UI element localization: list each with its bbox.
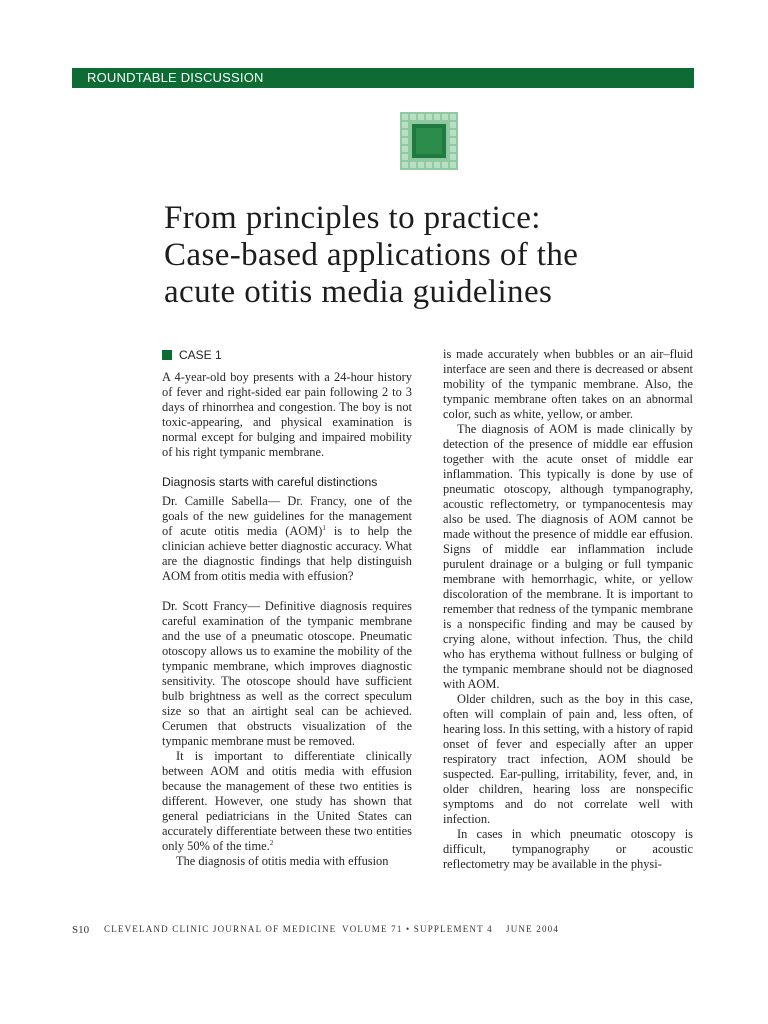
- title-line: acute otitis media guidelines: [164, 274, 553, 310]
- section-banner: [72, 68, 694, 88]
- paragraph: In cases in which pneumatic otoscopy is difficult, tympanography or acoustic reflectometry may be available in the physi-: [443, 827, 693, 871]
- citation: 1: [322, 523, 326, 532]
- title-line: Case-based applications of the: [164, 237, 579, 273]
- title-line: From principles to practice:: [164, 200, 541, 236]
- paragraph: [162, 749, 412, 854]
- green-square-icon: [162, 350, 172, 360]
- paragraph: Older children, such as the boy in this case, often will complain of pain and, less often, of hearing loss. In this setting, with a history of rapid onset of fever and especially after an upper respiratory tract infection, AOM should be suspected. Ear-pulling, irritability, fever, and, in older children, hearing loss are nonspecific symptoms and do not correlate well with infection.: [443, 692, 693, 826]
- case-heading: [162, 347, 412, 363]
- green-mosaic-logo-icon: [400, 112, 458, 170]
- paragraph: The diagnosis of otitis media with effusion: [176, 854, 389, 868]
- paragraph: is made accurately when bubbles or an air–fluid interface are seen and there is decreased or absent mobility of the tympanic membrane. Also, the tympanic membrane often takes on an abnormal color, such as white, yellow, or amber.: [443, 347, 693, 421]
- page-number: S10: [72, 924, 90, 936]
- citation: 2: [269, 838, 274, 847]
- paragraph-text: is to help the clinician achieve better diagnostic accuracy. What are the diagnostic findings that help distinguish AOM from otitis media with effusion?: [162, 524, 412, 583]
- right-column: [443, 347, 693, 872]
- paragraph: The diagnosis of AOM is made clinically by detection of the presence of middle ear effusion together with the acute onset of middle ear inflammation. This typically is done by use of pneumatic otoscopy, although tympanography, acoustic reflectometry, or tympanocentesis may also be used. The diagnosis of AOM cannot be made without the presence of middle ear effusion. Signs of middle ear inflammation include purulent drainage or a bulging or full tympanic membrane with hemorrhagic, white, or yellow discoloration of the membrane. It is important to remember that redness of the tympanic membrane is a nonspecific finding and may be caused by crying alone, without infection. Thus, the child who has erythema without fullness or bulging of the tympanic membrane should not be diagnosed with AOM.: [443, 422, 693, 691]
- section-subheading: Diagnosis starts with careful distinctions: [162, 475, 378, 489]
- journal-name: CLEVELAND CLINIC JOURNAL OF MEDICINE: [104, 924, 337, 934]
- article-title: [164, 200, 724, 311]
- paragraph-text: Dr. Camille Sabella— Dr. Francy, one of the goals of the new guidelines for the management of acute otitis media (AOM): [162, 494, 412, 538]
- paragraph-text: It is important to differentiate clinically between AOM and otitis media with effusion because the management of these two entities is different. However, one study has shown that general pediatricians in the United States can accurately differentiate between these two entities only 50% of the time.: [162, 749, 412, 853]
- volume-info: VOLUME 71 • SUPPLEMENT 4: [342, 924, 493, 934]
- left-column: [162, 347, 412, 869]
- issue-date: JUNE 2004: [506, 924, 560, 934]
- case-description: A 4-year-old boy presents with a 24-hour history of fever and right-sided ear pain following 2 to 3 days of rhinorrhea and congestion. The boy is not toxic-appearing, and physical examination is normal except for bulging and impaired mobility of his right tympanic membrane.: [162, 370, 412, 459]
- paragraph: Dr. Scott Francy— Definitive diagnosis requires careful examination of the tympanic membrane and the use of a pneumatic otoscope. Pneumatic otoscopy allows us to examine the mobility of the tympanic membrane, which improves diagnostic sensitivity. The otoscope should have sufficient bulb brightness as well as the correct speculum size so that an airtight seal can be achieved. Cerumen that obstructs visualization of the tympanic membrane must be removed.: [162, 599, 412, 748]
- section-label: ROUNDTABLE DISCUSSION: [87, 70, 264, 85]
- page-footer: [72, 924, 572, 938]
- paragraph: [162, 494, 412, 584]
- case-label: CASE 1: [179, 348, 222, 362]
